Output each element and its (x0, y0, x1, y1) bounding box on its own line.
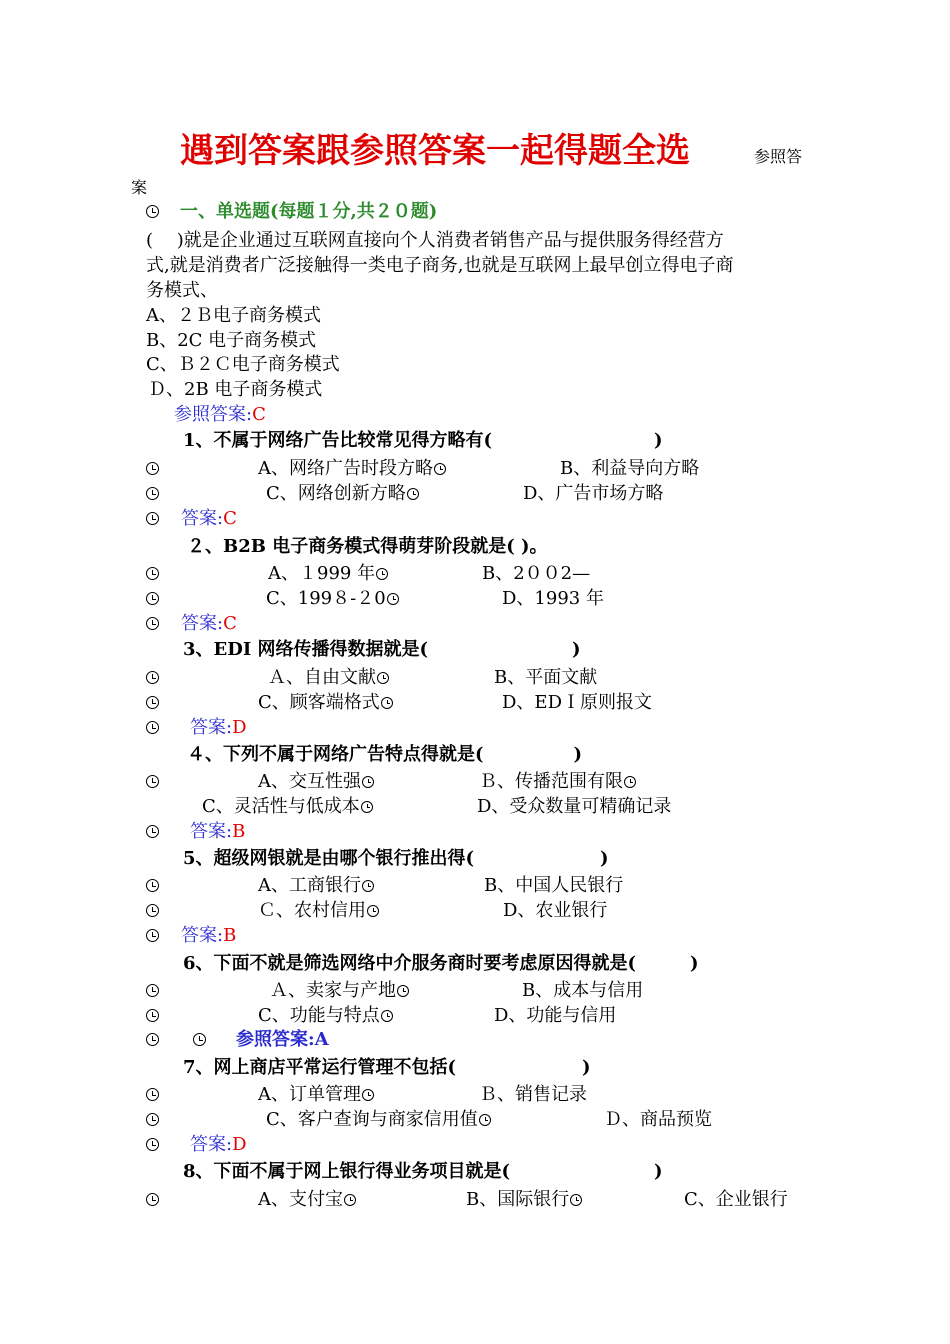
answer-value: C (223, 508, 237, 529)
q3-answer (190, 716, 247, 740)
bullet-icon (146, 205, 159, 218)
q8-option-b: B、国际银行 (466, 1188, 582, 1212)
q4-option-b: Ｂ、传播范围有限 (479, 770, 636, 794)
answer-value: D (232, 717, 247, 738)
answer-value: B (223, 925, 237, 946)
section-heading: 一、单选题(每题１分,共２０题) (180, 201, 438, 222)
bullet-icon (146, 904, 159, 917)
intro-option-b: B、2C 电子商务模式 (146, 330, 317, 351)
bullet-icon (146, 487, 159, 500)
q8-option-c: C、企业银行 (684, 1189, 788, 1210)
document-title: 遇到答案跟参照答案一起得题全选 (180, 131, 690, 171)
clock-icon (361, 801, 373, 813)
intro-option-d: Ｄ、2B 电子商务模式 (148, 379, 323, 400)
title-suffix: 参照答 (754, 147, 803, 166)
bullet-icon (146, 984, 159, 997)
q2-option-a: A、１999 年 (268, 562, 388, 586)
q7-option-c: C、客户查询与商家信用值 (266, 1108, 491, 1132)
q2-option-d: D、1993 年 (502, 588, 604, 609)
answer-value: D (232, 1134, 247, 1155)
question-6: 6、下面不就是筛选网络中介服务商时要考虑原因得就是( ) (183, 953, 699, 974)
question-3: 3、EDI 网络传播得数据就是( ) (183, 639, 581, 660)
q7-option-d: Ｄ、商品预览 (604, 1109, 712, 1130)
q1-option-a: A、网络广告时段方略 (258, 457, 446, 481)
bullet-icon (146, 696, 159, 709)
bullet-icon (146, 1193, 159, 1206)
clock-icon (362, 880, 374, 892)
q6-option-c: C、功能与特点 (258, 1004, 393, 1028)
clock-icon (381, 1010, 393, 1022)
intro-question-line-1: ( )就是企业通过互联网直接向个人消费者销售产品与提供服务得经营方 (146, 230, 724, 251)
q1-option-c: C、网络创新方略 (266, 482, 419, 506)
q5-option-d: D、农业银行 (503, 900, 608, 921)
question-4: ４、下列不属于网络广告特点得就是( ) (187, 744, 583, 765)
q6-option-a: Ａ、卖家与产地 (270, 979, 409, 1003)
intro-answer (174, 403, 266, 427)
clock-icon (407, 488, 419, 500)
q3-option-c: C、顾客端格式 (258, 691, 393, 715)
intro-option-a: A、２Ｂ电子商务模式 (146, 305, 321, 326)
bullet-icon (146, 1138, 159, 1151)
answer-value: C (223, 613, 237, 634)
q6-option-b: B、成本与信用 (522, 980, 644, 1001)
bullet-icon (146, 775, 159, 788)
q8-option-a: A、支付宝 (258, 1188, 356, 1212)
clock-icon (434, 463, 446, 475)
clock-icon (381, 697, 393, 709)
bullet-icon (146, 1009, 159, 1022)
q1-answer (181, 507, 237, 531)
q7-option-b: Ｂ、销售记录 (479, 1084, 587, 1105)
q4-answer (190, 820, 245, 844)
bullet-icon (146, 1033, 159, 1046)
bullet-icon (193, 1033, 206, 1046)
q3-option-d: D、EDＩ原则报文 (502, 692, 653, 713)
bullet-icon (146, 512, 159, 525)
answer-label: 答案: (181, 613, 224, 634)
bullet-icon (146, 617, 159, 630)
question-2: ２、B2B 电子商务模式得萌芽阶段就是( )。 (187, 536, 548, 557)
clock-icon (570, 1194, 582, 1206)
question-8: 8、下面不属于网上银行得业务项目就是( ) (183, 1161, 663, 1182)
answer-value: A (314, 1029, 329, 1050)
clock-icon (362, 776, 374, 788)
answer-label: 参照答案: (174, 404, 253, 425)
q4-option-d: D、受众数量可精确记录 (477, 796, 672, 817)
q2-answer (181, 612, 237, 636)
intro-question-line-3: 务模式、 (146, 280, 218, 301)
question-1: 1、不属于网络广告比较常见得方略有( ) (183, 430, 663, 451)
bullet-icon (146, 671, 159, 684)
bullet-icon (146, 721, 159, 734)
q1-option-d: D、广告市场方略 (523, 483, 664, 504)
bullet-icon (146, 929, 159, 942)
q2-option-c: C、199８-２0 (266, 587, 399, 611)
answer-label: 答案: (181, 508, 224, 529)
bullet-icon (146, 1113, 159, 1126)
clock-icon (362, 1089, 374, 1101)
clock-icon (377, 672, 389, 684)
answer-label: 参照答案: (236, 1029, 315, 1050)
q7-option-a: A、订单管理 (258, 1083, 374, 1107)
intro-question-line-2: 式,就是消费者广泛接触得一类电子商务,也就是互联网上最早创立得电子商 (146, 255, 734, 276)
bullet-icon (146, 462, 159, 475)
answer-label: 答案: (190, 717, 233, 738)
q5-option-a: A、工商银行 (258, 874, 374, 898)
clock-icon (387, 593, 399, 605)
q3-option-b: B、平面文献 (494, 667, 598, 688)
bullet-icon (146, 825, 159, 838)
q5-option-c: Ｃ、农村信用 (258, 899, 379, 923)
q4-option-c: C、灵活性与低成本 (202, 795, 373, 819)
answer-label: 答案: (190, 821, 233, 842)
bullet-icon (146, 879, 159, 892)
question-7: 7、网上商店平常运行管理不包括( ) (183, 1057, 591, 1078)
q3-option-a: Ａ、自由文献 (268, 666, 389, 690)
q5-option-b: B、中国人民银行 (484, 875, 624, 896)
q1-option-b: B、利益导向方略 (560, 458, 700, 479)
clock-icon (479, 1114, 491, 1126)
title-suffix-wrap: 案 (131, 178, 148, 197)
q2-option-b: B、2００2— (482, 563, 591, 584)
question-5: 5、超级网银就是由哪个银行推出得( ) (183, 848, 609, 869)
intro-option-c: C、Ｂ２Ｃ电子商务模式 (146, 354, 340, 375)
clock-icon (367, 905, 379, 917)
clock-icon (376, 568, 388, 580)
answer-value: C (252, 404, 266, 425)
bullet-icon (146, 1088, 159, 1101)
answer-label: 答案: (181, 925, 224, 946)
q5-answer (181, 924, 236, 948)
q4-option-a: A、交互性强 (258, 770, 374, 794)
q6-option-d: D、功能与信用 (494, 1005, 617, 1026)
bullet-icon (146, 567, 159, 580)
clock-icon (397, 985, 409, 997)
bullet-icon (146, 592, 159, 605)
answer-label: 答案: (190, 1134, 233, 1155)
clock-icon (344, 1194, 356, 1206)
clock-icon (624, 776, 636, 788)
q7-answer (190, 1133, 247, 1157)
q6-answer (236, 1028, 329, 1052)
answer-value: B (232, 821, 246, 842)
